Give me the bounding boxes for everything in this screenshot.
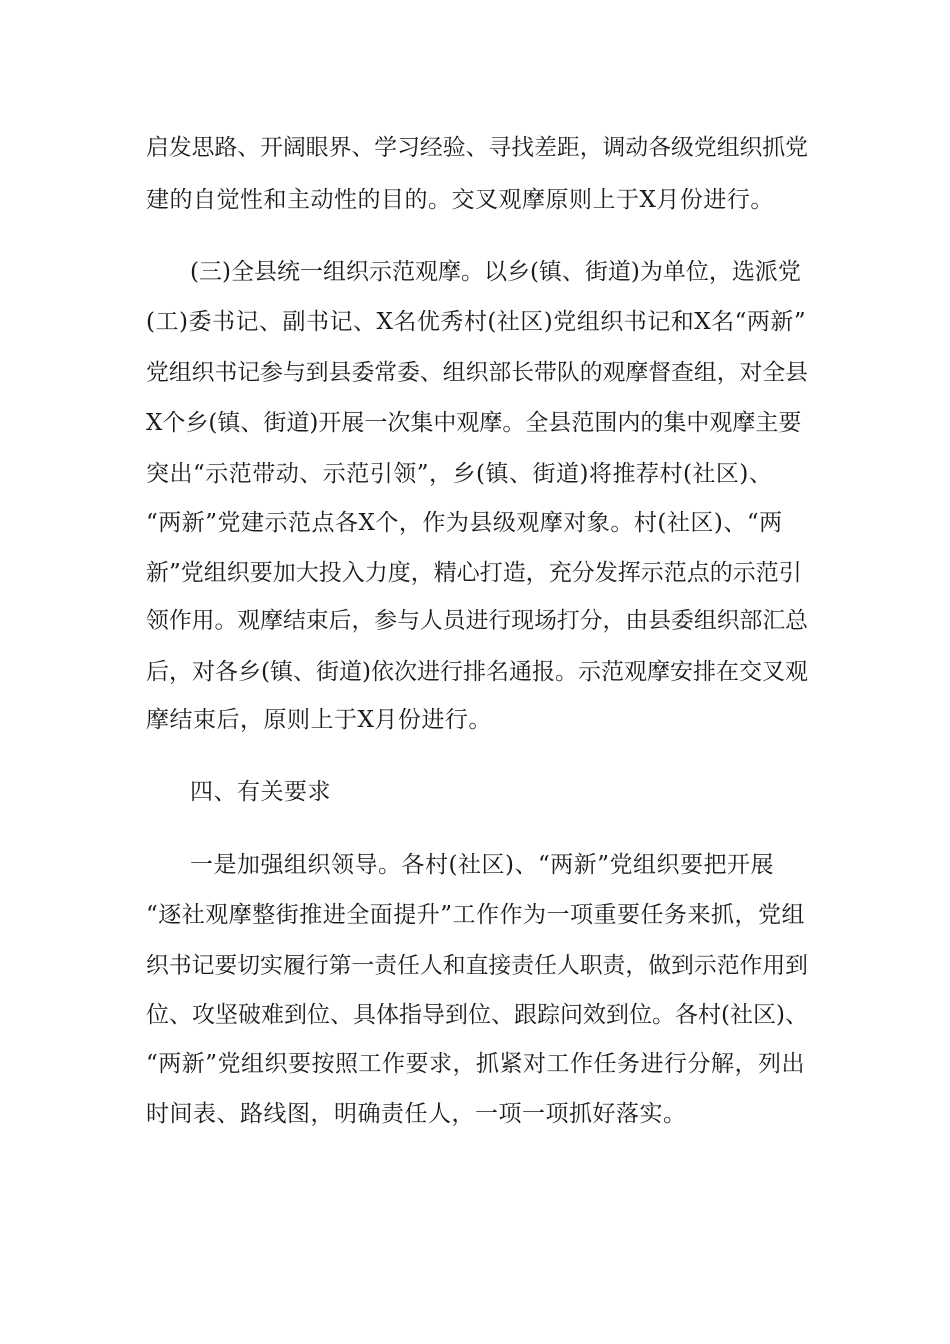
paragraph-1-line-2: 建的自觉性和主动性的目的。交叉观摩原则上于X月份进行。 bbox=[146, 187, 774, 213]
section-heading: 四、有关要求 bbox=[190, 779, 331, 805]
paragraph-2-line-2: (工)委书记、副书记、X名优秀村(社区)党组织书记和X名“两新” bbox=[146, 309, 807, 335]
paragraph-3-line-5: “两新”党组织要按照工作要求，抓紧对工作任务进行分解，列出 bbox=[146, 1051, 806, 1077]
paragraph-2-line-8: 领作用。观摩结束后，参与人员进行现场打分，由县委组织部汇总 bbox=[146, 608, 809, 634]
paragraph-2-line-9: 后，对各乡(镇、街道)依次进行排名通报。示范观摩安排在交叉观 bbox=[146, 659, 808, 685]
paragraph-2-line-3: 党组织书记参与到县委常委、组织部长带队的观摩督查组，对全县 bbox=[146, 360, 809, 386]
paragraph-2-line-1: (三)全县统一组织示范观摩。以乡(镇、街道)为单位，选派党 bbox=[190, 259, 801, 285]
paragraph-2-line-6: “两新”党建示范点各X个，作为县级观摩对象。村(社区)、“两 bbox=[146, 510, 783, 536]
paragraph-3-line-4: 位、攻坚破难到位、具体指导到位、跟踪问效到位。各村(社区)、 bbox=[146, 1002, 808, 1028]
paragraph-2-line-4: X个乡(镇、街道)开展一次集中观摩。全县范围内的集中观摩主要 bbox=[146, 410, 802, 436]
paragraph-3-line-6: 时间表、路线图，明确责任人，一项一项抓好落实。 bbox=[146, 1101, 687, 1127]
paragraph-2-line-10: 摩结束后，原则上于X月份进行。 bbox=[146, 707, 492, 733]
paragraph-3-line-2: “逐社观摩整街推进全面提升”工作作为一项重要任务来抓，党组 bbox=[146, 902, 806, 928]
paragraph-2-line-7: 新”党组织要加大投入力度，精心打造，充分发挥示范点的示范引 bbox=[146, 560, 802, 586]
paragraph-1-line-1: 启发思路、开阔眼界、学习经验、寻找差距，调动各级党组织抓党 bbox=[146, 135, 809, 161]
paragraph-3-line-1: 一是加强组织领导。各村(社区)、“两新”党组织要把开展 bbox=[190, 852, 774, 878]
paragraph-3-line-3: 织书记要切实履行第一责任人和直接责任人职责，做到示范作用到 bbox=[146, 953, 809, 979]
paragraph-2-line-5: 突出“示范带动、示范引领”，乡(镇、街道)将推荐村(社区)、 bbox=[146, 461, 773, 487]
